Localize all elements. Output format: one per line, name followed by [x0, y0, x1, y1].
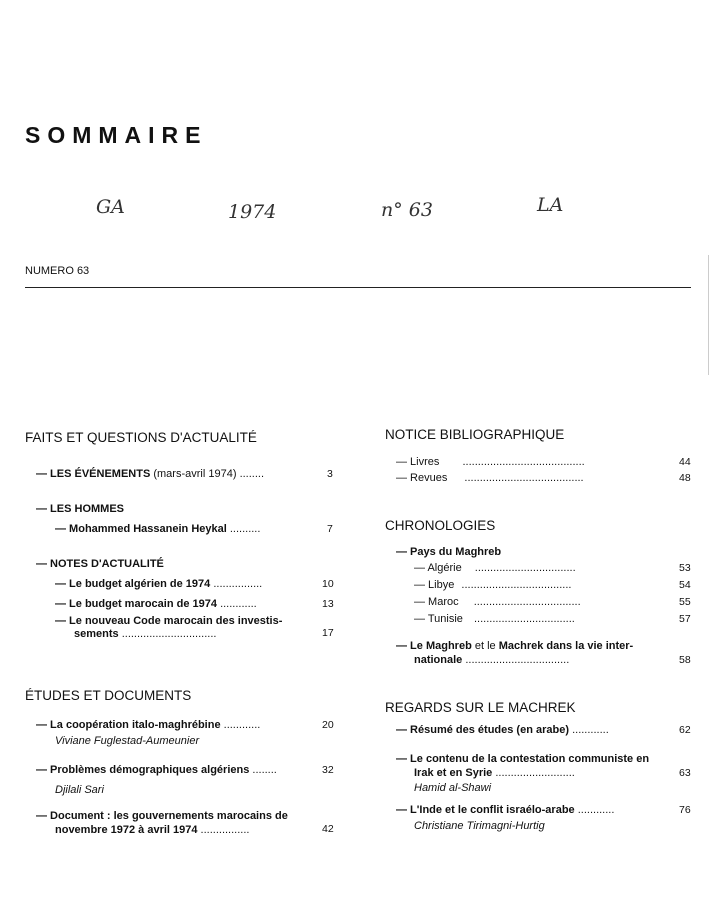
- toc-dots: .................................: [473, 613, 575, 625]
- page-number: 54: [679, 579, 691, 591]
- toc-group-hommes: — LES HOMMES: [36, 503, 125, 515]
- page-title: SOMMAIRE: [25, 122, 208, 148]
- toc-entry-label: — L'Inde et le conflit israélo-arabe: [396, 804, 575, 816]
- toc-entry-maroc[interactable]: [414, 595, 581, 609]
- toc-entry-label: — Résumé des études (en arabe): [396, 724, 570, 736]
- toc-dots: ...................................: [473, 596, 581, 608]
- toc-entry-budget-marocain[interactable]: [55, 597, 257, 611]
- section-regards-heading: REGARDS SUR LE MACHREK: [385, 700, 576, 715]
- toc-entry-label: — Algérie: [414, 562, 462, 574]
- handwritten-note-year: 1974: [228, 201, 277, 223]
- toc-dots: ................: [200, 824, 250, 836]
- toc-entry-label: — Le Maghreb: [396, 640, 472, 652]
- toc-entry-document-line1[interactable]: — Document : les gouvernements marocains de: [36, 810, 288, 822]
- toc-entry-label: — Mohammed Hassanein Heykal: [55, 523, 227, 535]
- author-name: Christiane Tirimagni-Hurtig: [414, 820, 545, 832]
- toc-entry-contenu-line1[interactable]: — Le contenu de la contestation communiste en: [396, 753, 650, 765]
- page-number: 13: [322, 598, 334, 610]
- toc-entry-label: — Tunisie: [414, 613, 463, 625]
- toc-dots: ............: [223, 719, 261, 731]
- toc-entry-tunisie[interactable]: [414, 612, 575, 626]
- scan-edge-mark: [708, 255, 709, 375]
- page-number: 10: [322, 578, 334, 590]
- section-notice-heading: NOTICE BIBLIOGRAPHIQUE: [385, 427, 565, 442]
- toc-entry-revues[interactable]: [396, 471, 584, 485]
- toc-entry-label: — Le budget marocain de 1974: [55, 598, 217, 610]
- page-number: 44: [679, 456, 691, 468]
- toc-entry-label: — La coopération italo-maghrébine: [36, 719, 221, 731]
- toc-dots: ............: [220, 598, 257, 610]
- toc-group-notes: — NOTES D'ACTUALITÉ: [36, 558, 164, 570]
- toc-dots: ........................................: [462, 456, 585, 468]
- section-etudes-heading: ÉTUDES ET DOCUMENTS: [25, 688, 192, 703]
- toc-entry-evenements[interactable]: [36, 467, 264, 481]
- toc-entry-algerie[interactable]: [414, 561, 576, 575]
- handwritten-note-ga: GA: [96, 196, 125, 218]
- toc-dots: ............: [577, 804, 615, 816]
- toc-entry-label: — Le budget algérien de 1974: [55, 578, 211, 590]
- toc-dots: ..................................: [465, 654, 570, 666]
- page-number: 7: [327, 523, 333, 535]
- handwritten-note-number: n° 63: [381, 199, 433, 221]
- toc-entry-label: — Maroc: [414, 596, 459, 608]
- toc-dots: ..........................: [495, 767, 575, 779]
- toc-entry-text: et le: [474, 640, 496, 652]
- page-number: 62: [679, 724, 691, 736]
- toc-dots: ...............................: [121, 628, 217, 640]
- toc-entry-label: — Libye: [414, 579, 455, 591]
- toc-entry-label: Irak et en Syrie: [414, 767, 493, 779]
- toc-entry-suffix: (mars-avril 1974): [153, 468, 237, 480]
- toc-entry-heykal[interactable]: [55, 522, 260, 536]
- toc-entry-label: — Livres: [396, 456, 440, 468]
- toc-entry-cooperation[interactable]: [36, 718, 260, 732]
- page-number: 17: [322, 627, 334, 639]
- toc-entry-label: Machrek dans la vie inter-: [498, 640, 634, 652]
- toc-group-pays-maghreb: — Pays du Maghreb: [396, 546, 502, 558]
- toc-entry-label: — LES ÉVÉNEMENTS: [36, 468, 151, 480]
- toc-entry-label: novembre 1972 à avril 1974: [55, 824, 198, 836]
- page-number: 3: [327, 468, 333, 480]
- page-number: 58: [679, 654, 691, 666]
- toc-dots: .......................................: [464, 472, 584, 484]
- toc-dots: ....................................: [461, 579, 572, 591]
- page-number: 32: [322, 764, 334, 776]
- toc-entry-code-line1[interactable]: — Le nouveau Code marocain des investis-: [55, 615, 283, 627]
- toc-entry-maghreb-machrek-line1[interactable]: [396, 639, 633, 653]
- toc-entry-demographie[interactable]: [36, 763, 277, 777]
- toc-entry-resume[interactable]: [396, 723, 609, 737]
- toc-dots: ................: [213, 578, 263, 590]
- page-number: 76: [679, 804, 691, 816]
- page-number: 48: [679, 472, 691, 484]
- handwritten-note-la: LA: [537, 194, 564, 216]
- toc-entry-document-line2[interactable]: [55, 823, 249, 837]
- toc-entry-label: sements: [74, 628, 119, 640]
- section-chronologies-heading: CHRONOLOGIES: [385, 518, 496, 533]
- page-number: 57: [679, 613, 691, 625]
- toc-entry-label: — Revues: [396, 472, 448, 484]
- toc-entry-maghreb-machrek-line2[interactable]: [414, 653, 569, 667]
- author-name: Hamid al-Shawi: [414, 782, 492, 794]
- toc-dots: .................................: [474, 562, 576, 574]
- toc-entry-label: — Problèmes démographiques algériens: [36, 764, 250, 776]
- page-number: 53: [679, 562, 691, 574]
- toc-entry-label: nationale: [414, 654, 463, 666]
- page-number: 55: [679, 596, 691, 608]
- toc-entry-inde[interactable]: [396, 803, 614, 817]
- header-divider: [25, 287, 691, 288]
- author-name: Djilali Sari: [55, 784, 104, 796]
- page-number: 20: [322, 719, 334, 731]
- issue-number: NUMERO 63: [25, 265, 90, 277]
- toc-entry-code-line2[interactable]: [74, 627, 216, 641]
- toc-dots: ............: [572, 724, 609, 736]
- page-number: 63: [679, 767, 691, 779]
- toc-entry-contenu-line2[interactable]: [414, 766, 575, 780]
- author-name: Viviane Fuglestad-Aumeunier: [55, 735, 200, 747]
- section-faits-heading: FAITS ET QUESTIONS D'ACTUALITÉ: [25, 430, 257, 445]
- toc-dots: ..........: [229, 523, 261, 535]
- toc-entry-budget-algerien[interactable]: [55, 577, 262, 591]
- page-number: 42: [322, 823, 334, 835]
- toc-entry-livres[interactable]: [396, 455, 585, 469]
- toc-entry-libye[interactable]: [414, 578, 571, 592]
- toc-dots: ........: [239, 468, 265, 480]
- toc-dots: ........: [252, 764, 277, 776]
